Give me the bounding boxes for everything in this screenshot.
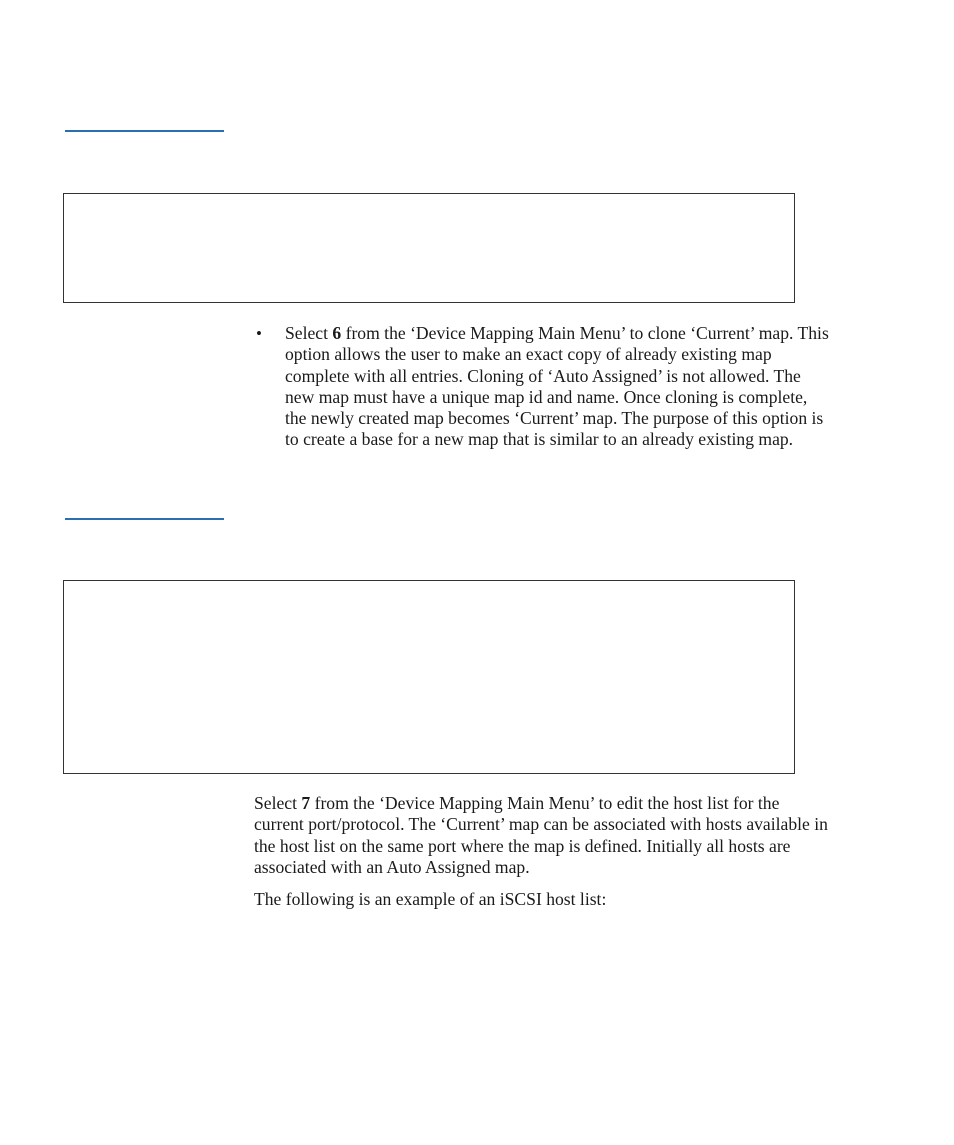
hostlist-post: from the ‘Device Mapping Main Menu’ to edit the host list for the current port/protocol. The ‘Current’ map can be associated with hosts available in the host list on the same port where the map is defined. Initially all hosts are associated with an Auto Assigned map. xyxy=(254,793,828,877)
hostlist-pre: Select xyxy=(254,793,302,813)
hostlist-description xyxy=(254,793,829,878)
clone-pre: Select xyxy=(285,323,333,343)
example-intro: The following is an example of an iSCSI host list: xyxy=(254,889,607,909)
terminal-output-box-2 xyxy=(63,580,795,774)
clone-description xyxy=(285,323,831,451)
terminal-output-box-1 xyxy=(63,193,795,303)
section-rule-2 xyxy=(65,518,224,520)
section-rule-1 xyxy=(65,130,224,132)
bullet-marker: • xyxy=(256,324,262,343)
clone-post: from the ‘Device Mapping Main Menu’ to clone ‘Current’ map. This option allows the user to make an exact copy of already existing map complete with all entries. Cloning of ‘Auto Assigned’ is not allowed. The new map must have a unique map id and name. Once cloning is complete, the newly created map becomes ‘Current’ map. The purpose of this option is to create a base for a new map that is similar to an already existing map. xyxy=(285,323,829,450)
clone-option-number: 6 xyxy=(332,323,342,343)
hostlist-option-number: 7 xyxy=(301,793,311,813)
